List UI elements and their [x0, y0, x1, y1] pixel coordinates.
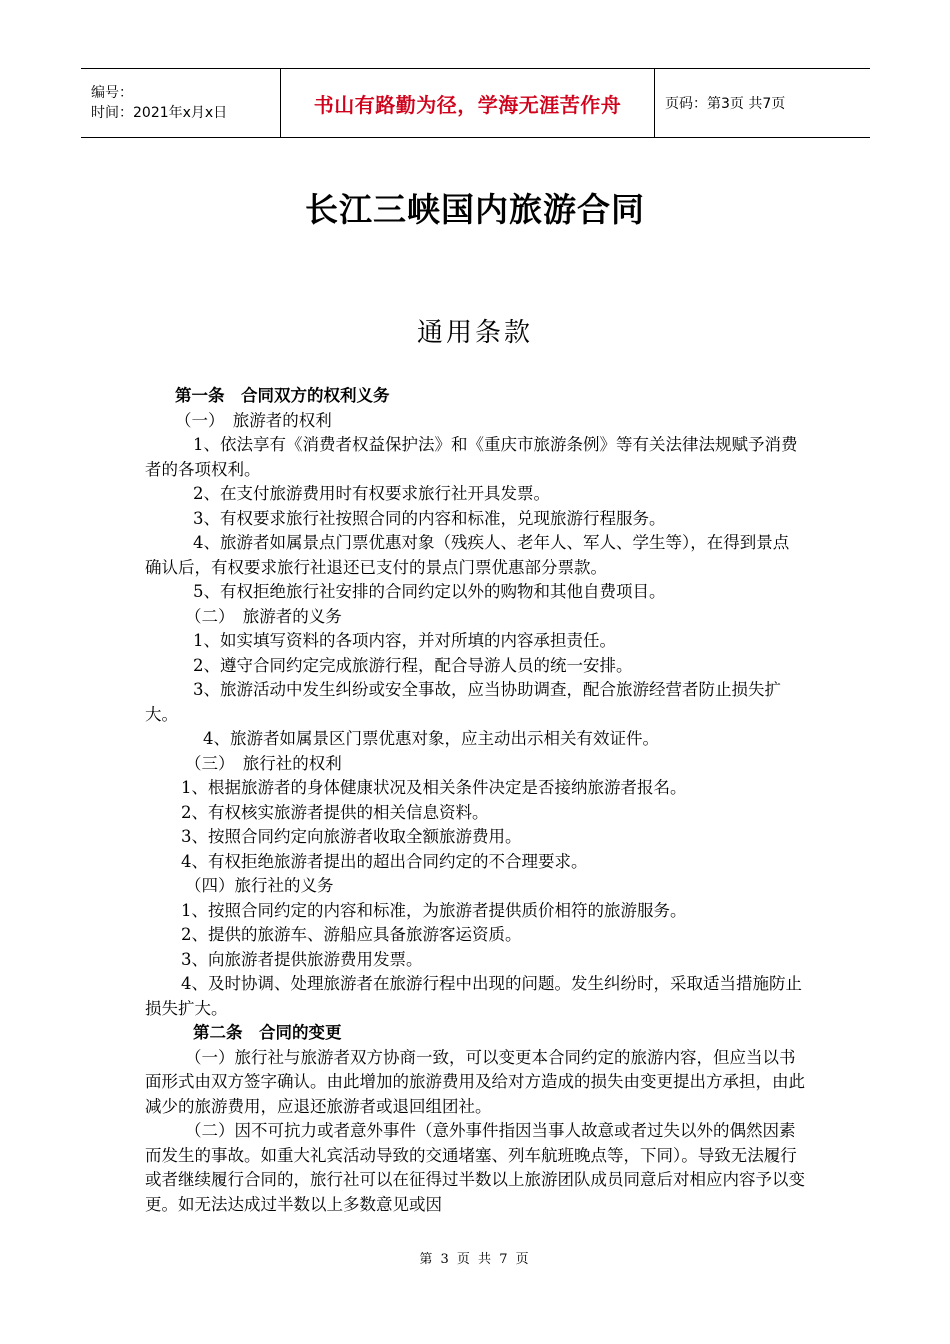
- paragraph: 3、旅游活动中发生纠纷或安全事故，应当协助调查，配合旅游经营者防止损失扩大。: [145, 680, 781, 724]
- paragraph: 5、有权拒绝旅行社安排的合同约定以外的购物和其他自费项目。: [193, 582, 666, 601]
- paragraph: 2、遵守合同约定完成旅游行程，配合导游人员的统一安排。: [193, 655, 633, 675]
- header-page-cell: [655, 69, 870, 137]
- paragraph: （四）旅行社的义务: [185, 876, 334, 895]
- document-title: 长江三峡国内旅游合同: [305, 190, 645, 229]
- header-motto: 书山有路勤为径，学海无涯苦作舟: [313, 92, 622, 117]
- paragraph: 2、有权核实旅游者提供的相关信息资料。: [181, 802, 489, 822]
- paragraph: 1、如实填写资料的各项内容，并对所填的内容承担责任。: [193, 631, 616, 650]
- paragraph: （二） 旅游者的义务: [185, 606, 342, 626]
- document-subtitle: 通用条款: [416, 318, 533, 348]
- document-body: [145, 384, 805, 1217]
- header-motto-cell: [281, 69, 655, 137]
- paragraph: 2、提供的旅游车、游船应具备旅游客运资质。: [181, 925, 522, 944]
- header-time-label: 时间：2021年x月x日: [91, 105, 228, 121]
- page-footer: 第 3 页 共 7 页: [419, 1252, 531, 1267]
- paragraph: （二）因不可抗力或者意外事件（意外事件指因当事人故意或者过失以外的偶然因素而发生的事故。如重大礼宾活动导致的交通堵塞、列车航班晚点等，下同）。导致无法履行或者继续履行合同的，旅行社可以在征得过半数以上旅游团队成员同意后对相应内容予以变更。如无法达成过半数以上多数意见或因: [145, 1121, 805, 1214]
- paragraph: 3、按照合同约定向旅游者收取全额旅游费用。: [181, 827, 522, 846]
- paragraph: 1、根据旅游者的身体健康状况及相关条件决定是否接纳旅游者报名。: [181, 778, 687, 797]
- header-left-cell: [81, 69, 281, 137]
- header-page-label: 页码：第3页 共7页: [665, 96, 786, 112]
- paragraph: 1、按照合同约定的内容和标准，为旅游者提供质价相符的旅游服务。: [181, 900, 687, 920]
- section-heading: 第一条 合同双方的权利义务: [175, 386, 390, 405]
- paragraph: 1、依法享有《消费者权益保护法》和《重庆市旅游条例》等有关法律法规赋予消费者的各项权利。: [145, 435, 798, 479]
- paragraph: 2、在支付旅游费用时有权要求旅行社开具发票。: [193, 484, 550, 503]
- paragraph: （一）旅行社与旅游者双方协商一致，可以变更本合同约定的旅游内容，但应当以书面形式由双方签字确认。由此增加的旅游费用及给对方造成的损失由变更提出方承担，由此减少的旅游费用，应退还旅游者或退回组团社。: [145, 1047, 805, 1116]
- paragraph: 4、旅游者如属景点门票优惠对象（残疾人、老年人、军人、学生等），在得到景点确认后，有权要求旅行社退还已支付的景点门票优惠部分票款。: [145, 533, 790, 577]
- header-number-label: 编号：: [91, 85, 133, 101]
- paragraph: （三） 旅行社的权利: [185, 753, 342, 773]
- section-heading: 第二条 合同的变更: [193, 1023, 342, 1042]
- paragraph: 4、及时协调、处理旅游者在旅游行程中出现的问题。发生纠纷时，采取适当措施防止损失扩大。: [145, 974, 802, 1018]
- paragraph: 4、有权拒绝旅游者提出的超出合同约定的不合理要求。: [181, 851, 588, 871]
- paragraph: 3、向旅游者提供旅游费用发票。: [181, 949, 423, 969]
- paragraph: （一） 旅游者的权利: [175, 410, 332, 430]
- paragraph: 3、有权要求旅行社按照合同的内容和标准，兑现旅游行程服务。: [193, 508, 666, 528]
- page-header: [81, 68, 870, 138]
- paragraph: 4、旅游者如属景区门票优惠对象，应主动出示相关有效证件。: [203, 729, 659, 748]
